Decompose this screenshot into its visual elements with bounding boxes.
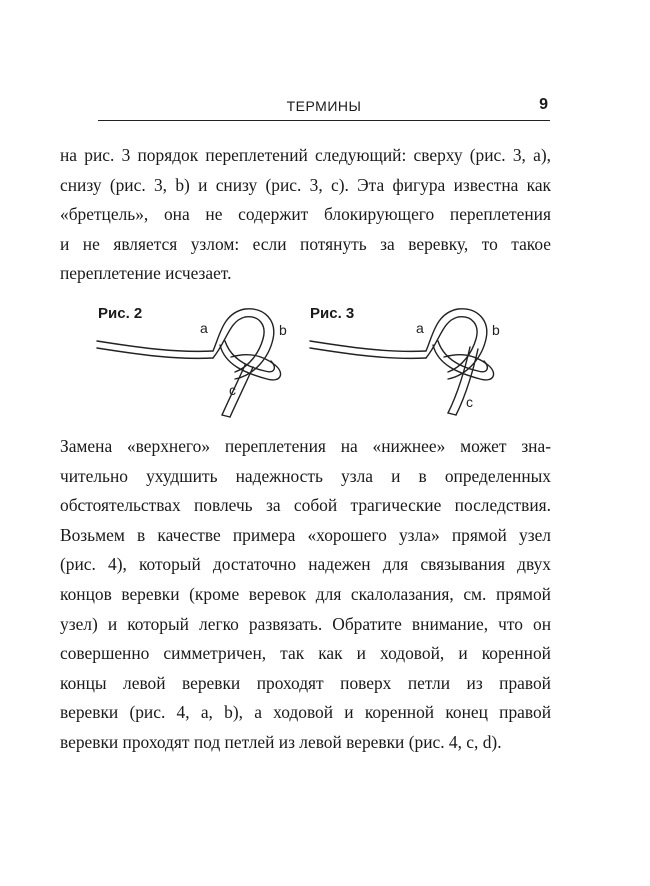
- figure-3-letter-a: a: [416, 320, 424, 336]
- paragraph-2: [60, 432, 551, 758]
- text-line: веревки (рис. 4, a, b), а ходовой и коренной конец правой: [60, 702, 551, 723]
- text-line: обстоятельствах повлечь за собой трагические последствия.: [60, 495, 551, 516]
- text-line: Замена «верхнего» переплетения на «нижнее» может зна-: [60, 436, 551, 456]
- text-line: переплетение исчезает.: [60, 263, 232, 284]
- text-line: «бретцель», она не содержит блокирующего переплетения: [60, 204, 551, 225]
- paragraph-1: [60, 141, 551, 289]
- figure-2-letter-c: c: [229, 382, 236, 398]
- header-title: ТЕРМИНЫ: [286, 98, 362, 114]
- text-line: чительно ухудшить надежность узла и в определенных: [60, 465, 551, 486]
- figure-3-letter-c: c: [466, 394, 473, 410]
- figure-2-letter-a: a: [200, 320, 208, 336]
- text-line: совершенно симметричен, так как и ходовой, и коренной: [60, 643, 551, 664]
- text-line: концы левой веревки проходят поверх петли из правой: [60, 672, 551, 693]
- page-number: 9: [539, 96, 548, 113]
- text-line: Возьмем в качестве примера «хорошего узла» прямой узел: [60, 524, 551, 545]
- figure-3-label: Рис. 3: [310, 305, 355, 322]
- running-header: [98, 96, 550, 121]
- figure-3-letter-b: b: [492, 322, 500, 338]
- text-line: снизу (рис. 3, b) и снизу (рис. 3, c). Эта фигура известна как: [60, 174, 551, 195]
- text-line: и не является узлом: если потянуть за веревку, то такое: [60, 233, 551, 254]
- text-line: концов веревки (кроме веревок для скалолазания, см. прямой: [60, 583, 551, 604]
- text-line: веревки проходят под петлей из левой веревки (рис. 4, c, d).: [60, 731, 502, 752]
- figure-2-letter-b: b: [279, 322, 287, 338]
- figure-2-label: Рис. 2: [98, 305, 143, 322]
- figure-2-knot-illustration: [95, 295, 305, 425]
- text-line: на рис. 3 порядок переплетений следующий: сверху (рис. 3, a),: [60, 145, 551, 165]
- text-line: (рис. 4), который достаточно надежен для связывания двух: [60, 554, 551, 575]
- text-line: узел) и который легко развязать. Обратите внимание, что он: [60, 613, 551, 634]
- figures-row: [0, 295, 650, 425]
- figure-3-knot-illustration: [308, 295, 518, 425]
